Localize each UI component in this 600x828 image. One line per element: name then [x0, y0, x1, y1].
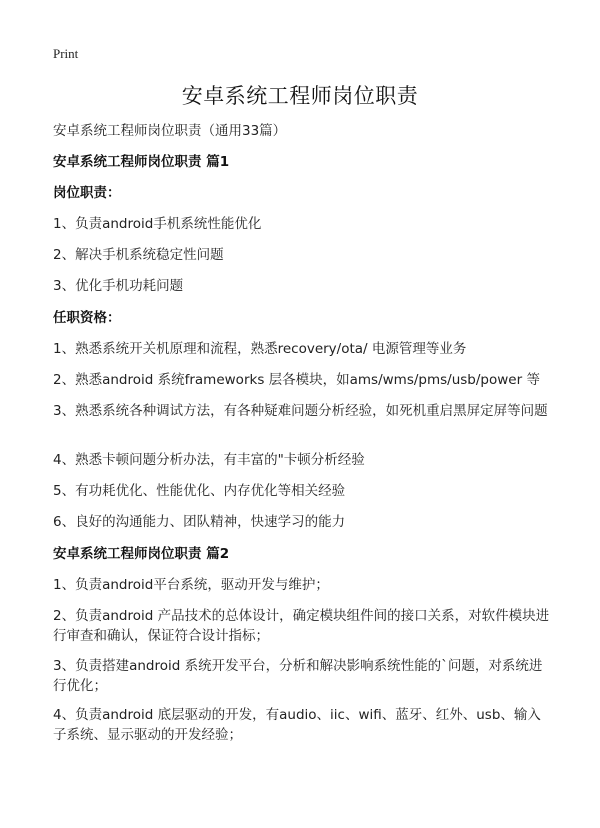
section-1-heading: 安卓系统工程师岗位职责 篇1	[53, 154, 230, 170]
qualification-item: 6、良好的沟通能力、团队精神，快速学习的能力	[53, 514, 346, 530]
duty-item: 2、解决手机系统稳定性问题	[53, 247, 224, 263]
document-title: 安卓系统工程师岗位职责	[181, 84, 419, 108]
qualification-item: 2、熟悉android 系统frameworks 层各模块，如ams/wms/pms/usb/power 等	[53, 372, 540, 388]
responsibility-item: 4、负责android 底层驱动的开发，有audio、iic、wifi、蓝牙、红外、usb、输入子系统、显示驱动的开发经验；	[53, 707, 541, 743]
qualification-item: 4、熟悉卡顿问题分析办法，有丰富的"卡顿分析经验	[53, 452, 365, 468]
print-label[interactable]: Print	[53, 46, 79, 61]
section-2-heading: 安卓系统工程师岗位职责 篇2	[53, 546, 230, 562]
qualifications-heading: 任职资格：	[53, 310, 121, 326]
document-subtitle: 安卓系统工程师岗位职责（通用33篇）	[53, 123, 287, 139]
duties-heading: 岗位职责：	[53, 185, 121, 201]
duty-item: 3、优化手机功耗问题	[53, 278, 184, 294]
qualification-item: 1、熟悉系统开关机原理和流程，熟悉recovery/ota/ 电源管理等业务	[53, 341, 467, 357]
responsibility-item: 2、负责android 产品技术的总体设计，确定模块组件间的接口关系，对软件模块进行审查和确认，保证符合设计指标；	[53, 608, 550, 644]
duty-item: 1、负责android手机系统性能优化	[53, 216, 262, 232]
qualification-item: 3、熟悉系统各种调试方法，有各种疑难问题分析经验，如死机重启黑屏定屏等问题	[53, 403, 548, 419]
qualification-item: 5、有功耗优化、性能优化、内存优化等相关经验	[53, 483, 346, 499]
responsibility-item: 1、负责android平台系统，驱动开发与维护；	[53, 577, 329, 593]
responsibility-item: 3、负责搭建android 系统开发平台，分析和解决影响系统性能的`问题，对系统进行优化；	[53, 658, 543, 694]
